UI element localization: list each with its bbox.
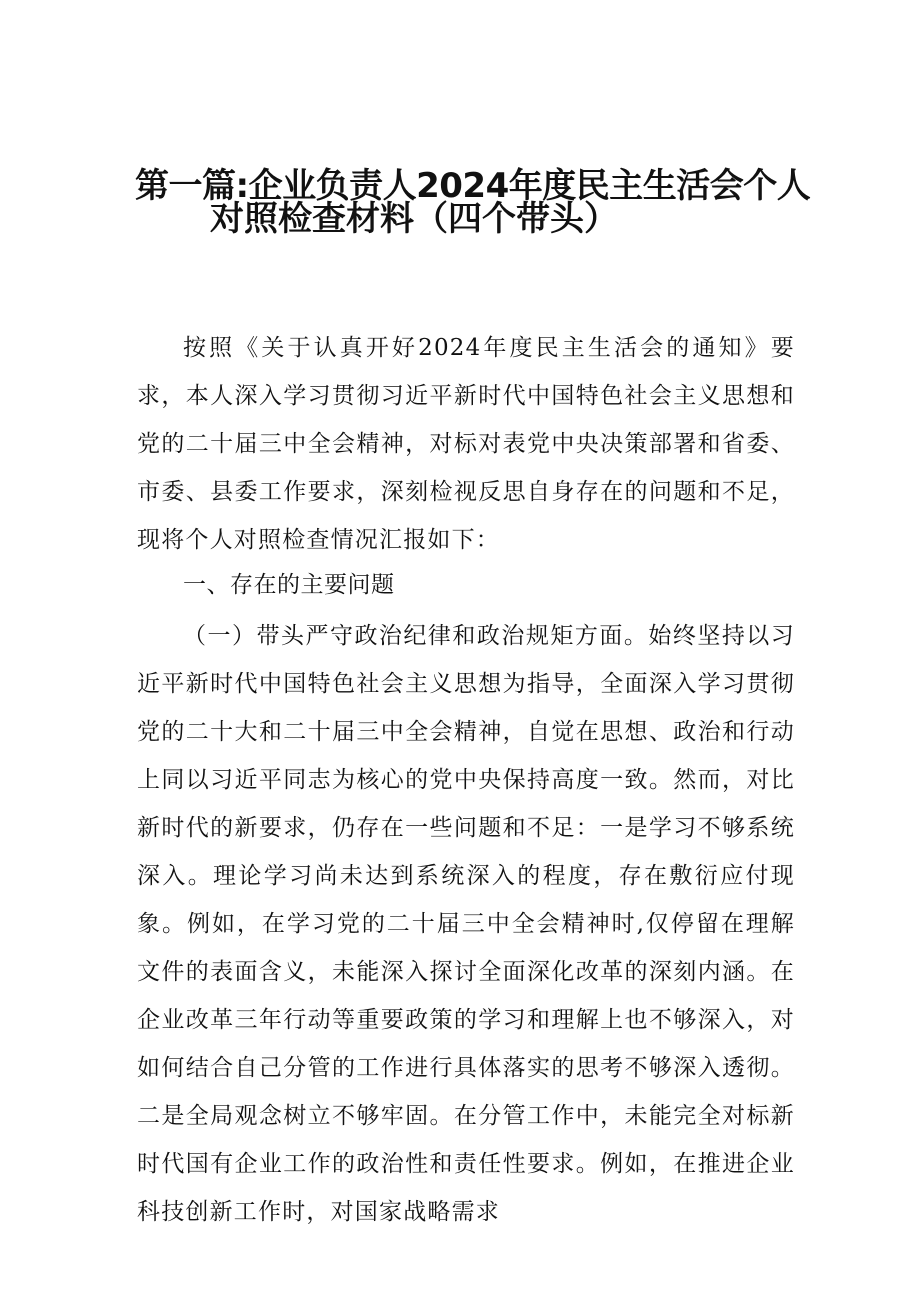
document-title-line-2: 对照检查材料（四个带头） (210, 199, 618, 239)
intro-paragraph: 按照《关于认真开好2024年度民主生活会的通知》要求，本人深入学习贯彻习近平新时代中国特色社会主义思想和党的二十届三中全会精神，对标对表党中央决策部署和省委、市委、县委工作要求，深刻检视反思自身存在的问题和不足，现将个人对照检查情况汇报如下： (137, 335, 795, 553)
document-title-line-1: 第一篇:企业负责人2024年度民主生活会个人 (135, 166, 811, 206)
section-1-paragraph: （一）带头严守政治纪律和政治规矩方面。始终坚持以习近平新时代中国特色社会主义思想为指导，全面深入学习贯彻党的二十大和二十届三中全会精神，自觉在思想、政治和行动上同以习近平同志为核心的党中央保持高度一致。然而，对比新时代的新要求，仍存在一些问题和不足：一是学习不够系统深入。理论学习尚未达到系统深入的程度，存在敷衍应付现象。例如，在学习党的二十届三中全会精神时,仅停留在理解文件的表面含义，未能深入探讨全面深化改革的深刻内涵。在企业改革三年行动等重要政策的学习和理解上也不够深入，对如何结合自己分管的工作进行具体落实的思考不够深入透彻。二是全局观念树立不够牢固。在分管工作中，未能完全对标新时代国有企业工作的政治性和责任性要求。例如，在推进企业科技创新工作时，对国家战略需求 (137, 623, 795, 1225)
section-heading-1: 一、存在的主要问题 (183, 572, 395, 598)
